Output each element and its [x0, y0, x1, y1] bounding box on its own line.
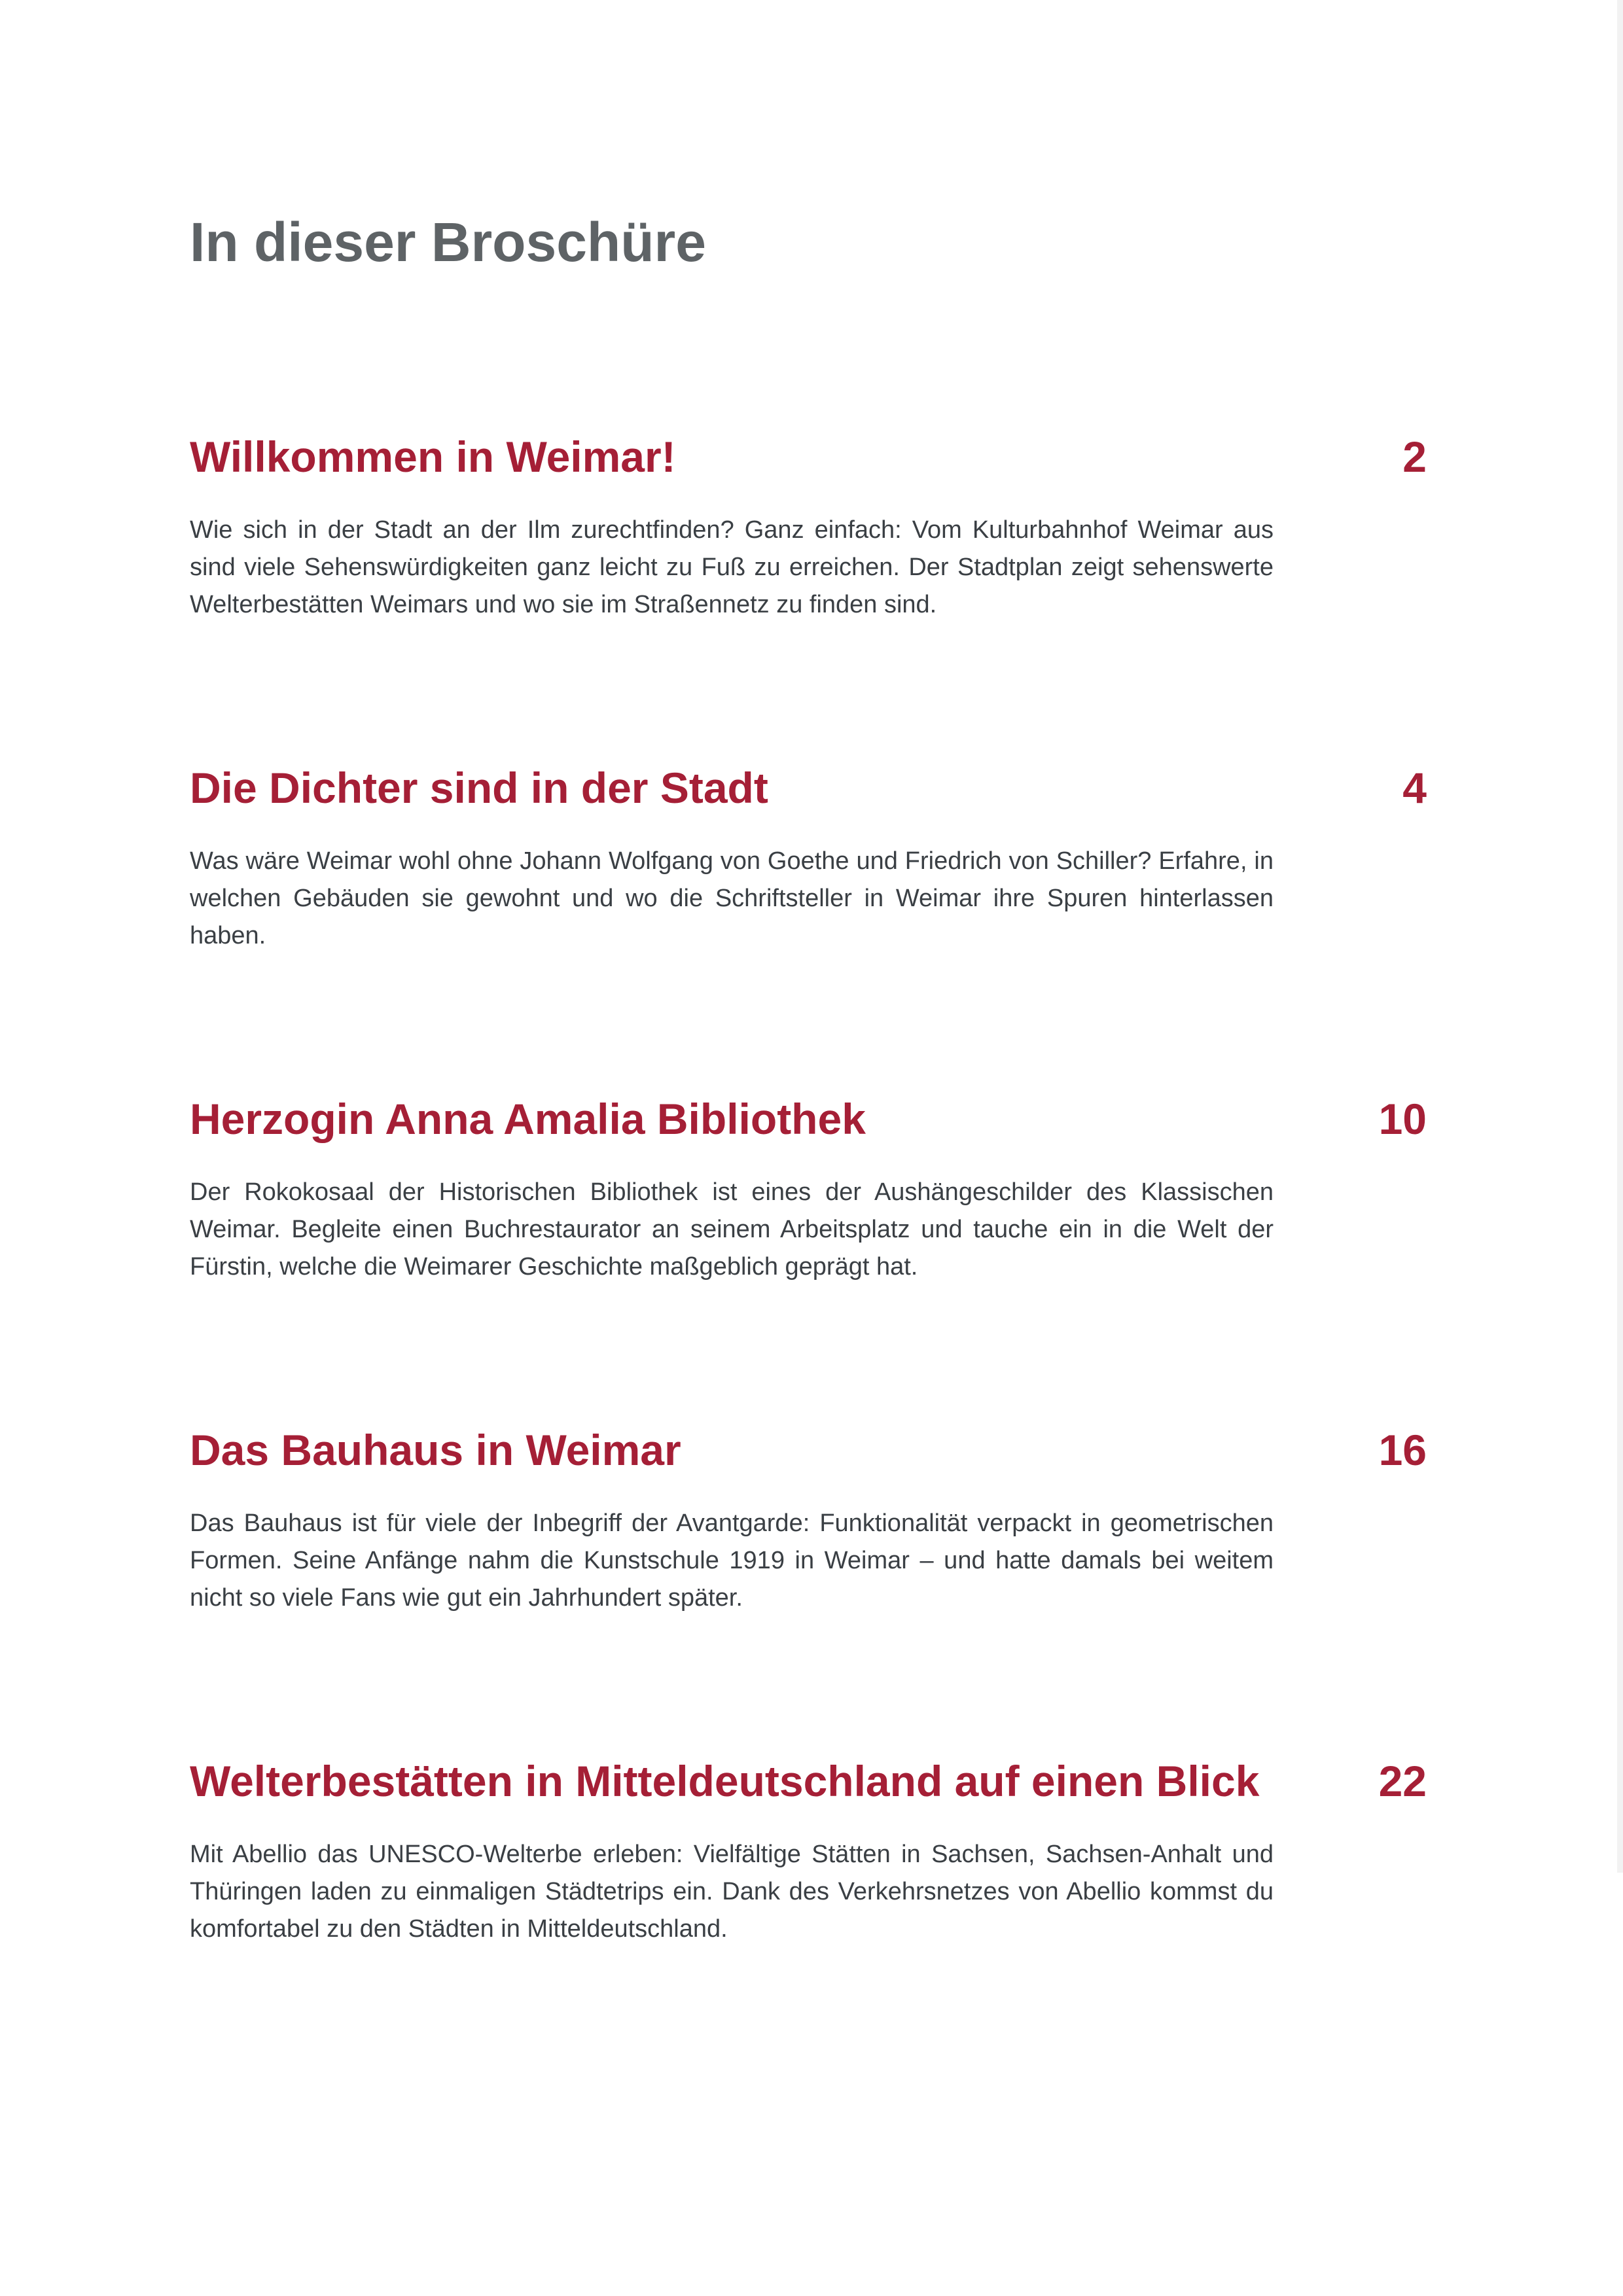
- toc-entry-title[interactable]: Herzogin Anna Amalia Bibliothek: [190, 1095, 866, 1143]
- toc-entry-header: [190, 762, 1427, 814]
- toc-entry-description: Was wäre Weimar wohl ohne Johann Wolfgang von Goethe und Friedrich von Schiller? Erfahre, in welchen Gebäuden sie gewohnt und wo die Schriftsteller in Weimar ihre Spuren hinterlassen haben.: [190, 847, 1274, 949]
- toc-entry-header: [190, 1755, 1427, 1807]
- toc-entry-page-number[interactable]: 10: [1378, 1095, 1427, 1143]
- toc-entry-title[interactable]: Willkommen in Weimar!: [190, 433, 676, 481]
- toc-entry-description: Der Rokokosaal der Historischen Bibliothek ist eines der Aushängeschilder des Klassischen Weimar. Begleite einen Buchrestaurator an seinem Arbeitsplatz und tauche ein in die Welt der Fürstin, welche die Weimarer Geschichte maßgeblich geprägt hat.: [190, 1178, 1274, 1280]
- toc-entry-header: [190, 1093, 1427, 1145]
- toc-entry-page-number[interactable]: 4: [1402, 764, 1427, 812]
- toc-entry-library[interactable]: [190, 1093, 1427, 1286]
- toc-entry-description: Mit Abellio das UNESCO-Welterbe erleben: Vielfältige Stätten in Sachsen, Sachsen-Anhalt und Thüringen laden zu einmaligen Städtetrips ein. Dank des Verkehrsnetzes von Abellio kommst du komfortabel zu den Städten in Mitteldeutschland.: [190, 1841, 1274, 1943]
- toc-entry-bauhaus[interactable]: [190, 1424, 1427, 1617]
- toc-entry-world-heritage[interactable]: [190, 1755, 1427, 1948]
- toc-entry-description: Wie sich in der Stadt an der Ilm zurechtfinden? Ganz einfach: Vom Kulturbahnhof Weimar aus sind viele Sehenswürdigkeiten ganz leicht zu Fuß zu erreichen. Der Stadtplan zeigt sehenswerte Welterbestätten Weimars und wo sie im Straßennetz zu finden sind.: [190, 516, 1274, 618]
- toc-entry-page-number[interactable]: 22: [1378, 1757, 1427, 1805]
- toc-entry-title[interactable]: Das Bauhaus in Weimar: [190, 1426, 681, 1474]
- toc-entry-header: [190, 431, 1427, 483]
- toc-entry-page-number[interactable]: 2: [1402, 433, 1427, 481]
- toc-entry-header: [190, 1424, 1427, 1476]
- toc-entry-title[interactable]: Die Dichter sind in der Stadt: [190, 764, 768, 812]
- toc-entry-poets[interactable]: [190, 762, 1427, 955]
- toc-entry-page-number[interactable]: 16: [1378, 1426, 1427, 1474]
- page-edge-shadow: [1617, 0, 1623, 1873]
- toc-entry-title[interactable]: Welterbestätten in Mitteldeutschland auf einen Blick: [190, 1757, 1260, 1805]
- toc-entry-description: Das Bauhaus ist für viele der Inbegriff der Avantgarde: Funktionalität verpackt in geometrischen Formen. Seine Anfänge nahm die Kunstschule 1919 in Weimar – und hatte damals bei weitem nicht so viele Fans wie gut ein Jahrhundert später.: [190, 1510, 1274, 1612]
- page-title: In dieser Broschüre: [190, 211, 706, 273]
- toc-entry-welcome[interactable]: [190, 431, 1427, 624]
